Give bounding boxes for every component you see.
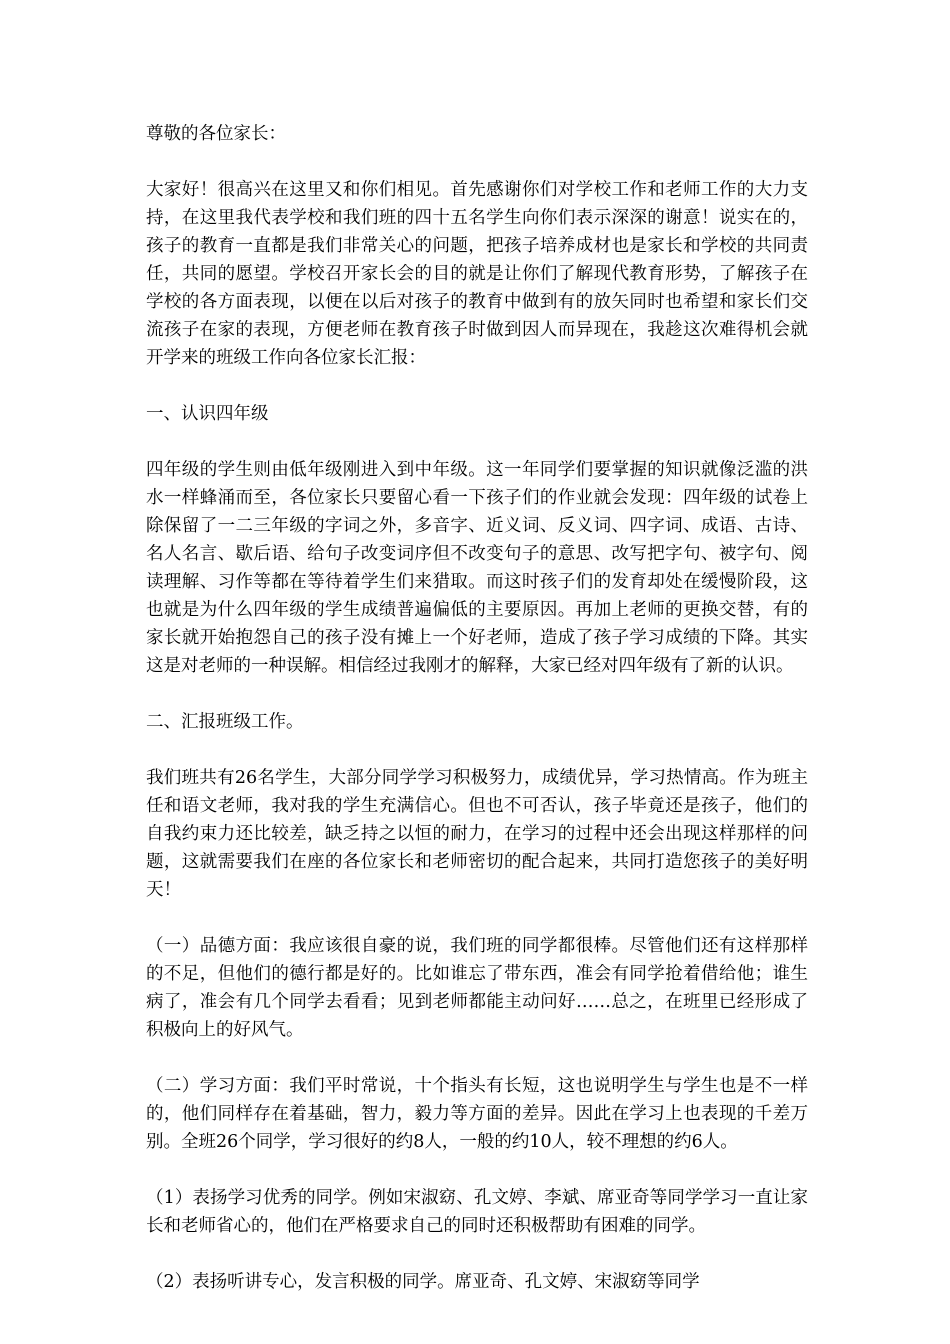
document-page [146,120,808,1296]
praise-attentive-paragraph: （2）表扬听讲专心，发言积极的同学。席亚奇、孔文婷、宋淑窈等同学 [146,1272,700,1292]
praise-excellent-paragraph: （1）表扬学习优秀的同学。例如宋淑窈、孔文婷、李斌、席亚奇等同学学习一直让家长和老师省心的，他们在严格要求自己的同时还积极帮助有困难的同学。 [146,1188,808,1236]
salutation: 尊敬的各位家长： [146,124,286,144]
class-report-paragraph: 我们班共有26名学生，大部分同学学习积极努力，成绩优异，学习热情高。作为班主任和语文老师，我对我的学生充满信心。但也不可否认，孩子毕竟还是孩子，他们的自我约束力还比较差，缺乏持之以恒的耐力，在学习的过程中还会出现这样那样的问题，这就需要我们在座的各位家长和老师密切的配合起来，共同打造您孩子的美好明天！ [146,768,808,900]
opening-paragraph: 大家好！很高兴在这里又和你们相见。首先感谢你们对学校工作和老师工作的大力支持，在这里我代表学校和我们班的四十五名学生向你们表示深深的谢意！说实在的，孩子的教育一直都是我们非常关心的问题，把孩子培养成材也是家长和学校的共同责任，共同的愿望。学校召开家长会的目的就是让你们了解现代教育形势，了解孩子在学校的各方面表现，以便在以后对孩子的教育中做到有的放矢同时也希望和家长们交流孩子在家的表现，方便老师在教育孩子时做到因人而异现在，我趁这次难得机会就开学来的班级工作向各位家长汇报： [146,180,808,368]
study-paragraph: （二）学习方面：我们平时常说，十个指头有长短，这也说明学生与学生也是不一样的，他们同样存在着基础，智力，毅力等方面的差异。因此在学习上也表现的千差万别。全班26个同学，学习很好的约8人，一般的约10人，较不理想的约6人。 [146,1076,808,1152]
section-heading-2: 二、汇报班级工作。 [146,712,304,732]
section-heading-1: 一、认识四年级 [146,404,269,424]
grade-four-paragraph: 四年级的学生则由低年级刚进入到中年级。这一年同学们要掌握的知识就像泛滥的洪水一样蜂涌而至，各位家长只要留心看一下孩子们的作业就会发现：四年级的试卷上除保留了一二三年级的字词之外，多音字、近义词、反义词、四字词、成语、古诗、名人名言、歇后语、给句子改变词序但不改变句子的意思、改写把字句、被字句、阅读理解、习作等都在等待着学生们来猎取。而这时孩子们的发育却处在缓慢阶段，这也就是为什么四年级的学生成绩普遍偏低的主要原因。再加上老师的更换交替，有的家长就开始抱怨自己的孩子没有摊上一个好老师，造成了孩子学习成绩的下降。其实这是对老师的一种误解。相信经过我刚才的解释，大家已经对四年级有了新的认识。 [146,460,808,676]
morality-paragraph: （一）品德方面：我应该很自豪的说，我们班的同学都很棒。尽管他们还有这样那样的不足，但他们的德行都是好的。比如谁忘了带东西，准会有同学抢着借给他；谁生病了，准会有几个同学去看看；见到老师都能主动问好……总之，在班里已经形成了积极向上的好风气。 [146,936,808,1040]
